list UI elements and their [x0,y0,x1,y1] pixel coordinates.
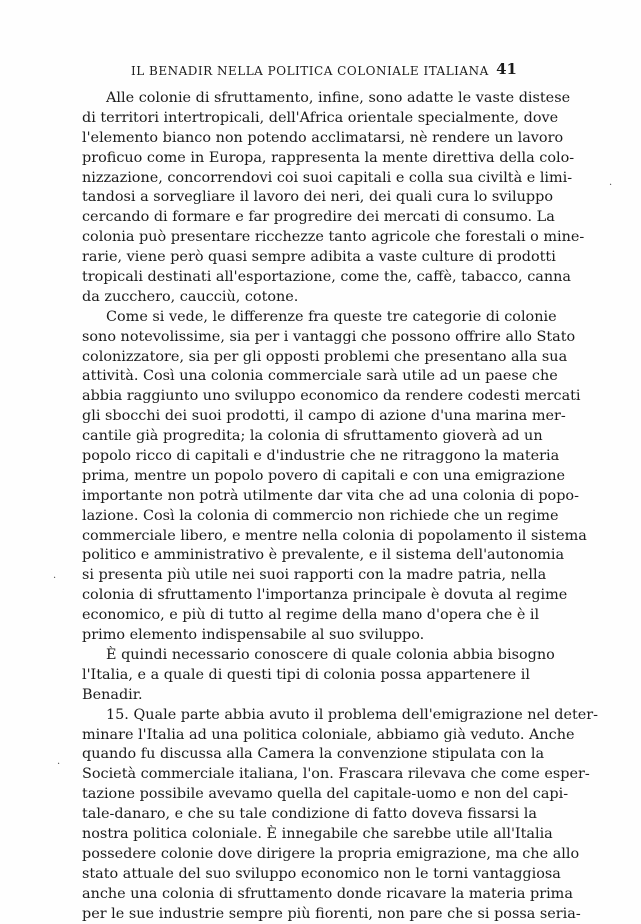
text-line: proficuo come in Europa, rappresenta la mente direttiva della colo- [82,149,575,166]
text-line: Alle colonie di sfruttamento, infine, sono adatte le vaste distese [106,90,571,106]
text-line: commerciale libero, e mentre nella colonia di popolamento il sistema [82,527,587,544]
text-line: primo elemento indispensabile al suo sviluppo. [82,627,425,644]
text-line: attività. Così una colonia commerciale sarà utile ad un paese che [82,368,558,385]
text-line: cantile già progredita; la colonia di sfruttamento gioverà ad un [82,428,543,445]
text-line: stato attuale del suo sviluppo economico non le torni vantaggiosa [82,865,561,882]
text-line: 15. Quale parte abbia avuto il problema dell'emigrazione nel deter- [106,706,599,723]
body-text [82,89,599,924]
text-line: nizzazione, concorrendovi coi suoi capitali e colla sua civiltà e limi- [82,169,573,186]
text-line: di territori intertropicali, dell'Africa orientale specialmente, dove [82,109,559,126]
margin-dot-mark: · [53,573,57,584]
text-line: per le sue industrie sempre più fiorenti, non pare che si possa seria- [82,905,581,922]
text-line: gli sbocchi dei suoi prodotti, il campo di azione d'una marina mer- [82,408,566,425]
text-line: sono notevolissime, sia per i vantaggi che possono offrire allo Stato [82,328,576,345]
text-line: tandosi a sorvegliare il lavoro dei neri, dei quali cura lo sviluppo [82,189,553,206]
text-line: da zucchero, caucciù, cotone. [82,288,299,305]
text-line: È quindi necessario conoscere di quale colonia abbia bisogno [106,646,555,663]
text-line: cercando di formare e far progredire dei mercati di consumo. La [82,209,555,226]
margin-dot-mark: · [609,180,613,191]
text-line: quando fu discussa alla Camera la convenzione stipulata con la [82,746,545,763]
text-line: possedere colonie dove dirigere la propria emigrazione, ma che allo [82,845,580,862]
text-line: colonia di sfruttamento l'importanza principale è dovuta al regime [82,587,568,604]
text-line: minare l'Italia ad una politica coloniale, abbiamo già veduto. Anche [82,726,575,743]
text-line: economico, e più di tutto al regime della mano d'opera che è il [82,607,540,624]
text-line: l'elemento bianco non potendo acclimatarsi, nè rendere un lavoro [82,129,564,146]
running-title: IL BENADIR NELLA POLITICA COLONIALE ITALIANA [131,64,489,78]
text-line: anche una colonia di sfruttamento donde ricavare la materia prima [82,885,573,902]
margin-dot-mark: · [57,759,61,770]
text-line: rarie, viene però quasi sempre adibita a vaste culture di prodotti [82,249,556,266]
text-line: tropicali destinati all'esportazione, come the, caffè, tabacco, canna [82,269,571,286]
text-line: prima, mentre un popolo povero di capitali e con una emigrazione [82,467,565,484]
text-line: lazione. Così la colonia di commercio non richiede che un regime [82,507,559,524]
text-line: colonizzatore, sia per gli opposti problemi che presentano alla sua [82,348,568,365]
text-line: importante non potrà utilmente dar vita che ad una colonia di popo- [82,487,579,504]
text-line: Società commerciale italiana, l'on. Frascara rilevava che come esper- [82,766,590,783]
text-line: abbia raggiunto uno sviluppo economico da rendere codesti mercati [82,388,581,405]
text-line: popolo ricco di capitali e d'industrie che ne ritraggono la materia [82,448,560,465]
text-line: nostra politica coloniale. È innegabile che sarebbe utile all'Italia [82,825,553,842]
text-line: Benadir. [82,686,143,703]
text-line: politico e amministrativo è prevalente, e il sistema dell'autonomia [82,547,565,564]
text-line: tazione possibile avevamo quella del capitale-uomo e non del capi- [82,786,569,803]
text-line: colonia può presentare ricchezze tanto agricole che forestali o mine- [82,229,585,246]
text-line: Come si vede, le differenze fra queste tre categorie di colonie [106,308,557,325]
page-number: 41 [496,60,517,78]
text-line: l'Italia, e a quale di questi tipi di colonia possa appartenere il [82,666,530,683]
text-line: tale-danaro, e che su tale condizione di fatto doveva fissarsi la [82,806,537,823]
text-line: si presenta più utile nei suoi rapporti con la madre patria, nella [82,567,547,584]
